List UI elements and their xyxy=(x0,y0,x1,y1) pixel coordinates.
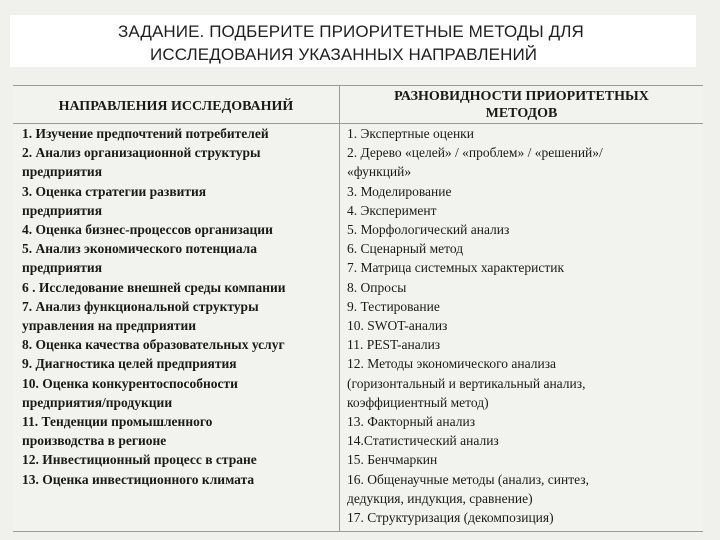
direction-item: 4. Оценка бизнес-процессов организации xyxy=(22,222,273,238)
method-item: 12. Методы экономического анализа xyxy=(347,356,557,372)
methods-table xyxy=(13,85,703,532)
direction-item: 11. Тенденции промышленного xyxy=(22,414,213,430)
direction-item: 3. Оценка стратегии развития xyxy=(22,183,207,199)
method-item: 1. Экспертные оценки xyxy=(347,126,474,141)
method-item: дедукция, индукция, сравнение) xyxy=(347,490,533,506)
method-item: 4. Эксперимент xyxy=(347,202,437,218)
task-title-line-1: ЗАДАНИЕ. ПОДБЕРИТЕ ПРИОРИТЕТНЫЕ МЕТОДЫ ДЛЯ xyxy=(118,22,584,41)
direction-item: предприятия/продукции xyxy=(22,394,173,410)
method-item: 8. Опросы xyxy=(347,279,407,295)
method-item: 14.Статистический анализ xyxy=(347,433,499,449)
direction-item: производства в регионе xyxy=(22,433,167,449)
method-item: 2. Дерево «целей» / «проблем» / «решений»/ xyxy=(347,145,603,161)
direction-item: 7. Анализ функциональной структуры xyxy=(22,298,259,314)
direction-item: 9. Диагностика целей предприятия xyxy=(22,356,237,372)
methods-list xyxy=(347,124,603,527)
method-item: 16. Общенаучные методы (анализ, синтез, xyxy=(347,471,589,487)
method-item: 11. PEST-анализ xyxy=(347,337,441,353)
method-item: 10. SWOT-анализ xyxy=(347,318,448,334)
directions-list xyxy=(22,124,286,489)
direction-item: 6 . Исследование внешней среды компании xyxy=(22,279,286,295)
direction-item: предприятия xyxy=(22,202,103,218)
direction-item: предприятия xyxy=(22,164,103,180)
method-item: 13. Факторный анализ xyxy=(347,414,476,430)
direction-item: управления на предприятии xyxy=(22,318,197,334)
direction-item: 2. Анализ организационной структуры xyxy=(22,145,261,161)
method-item: 9. Тестирование xyxy=(347,298,440,314)
methods-header-line-2: МЕТОДОВ xyxy=(485,106,558,121)
methods-header xyxy=(340,88,703,122)
methods-header-line-1: РАЗНОВИДНОСТИ ПРИОРИТЕТНЫХ xyxy=(394,89,649,104)
method-item: (горизонтальный и вертикальный анализ, xyxy=(347,375,586,391)
column-divider xyxy=(339,86,340,531)
direction-item: 12. Инвестиционный процесс в стране xyxy=(22,452,257,468)
task-title-line-2: ИССЛЕДОВАНИЯ УКАЗАННЫХ НАПРАВЛЕНИЙ xyxy=(150,45,538,64)
direction-item: 13. Оценка инвестиционного климата xyxy=(22,471,255,487)
method-item: 5. Морфологический анализ xyxy=(347,222,510,238)
directions-header: НАПРАВЛЕНИЯ ИССЛЕДОВАНИЙ xyxy=(58,99,294,114)
method-item: 3. Моделирование xyxy=(347,183,452,199)
title-box xyxy=(10,15,696,67)
direction-item: 8. Оценка качества образовательных услуг xyxy=(22,337,285,353)
method-item: 6. Сценарный метод xyxy=(347,241,464,257)
method-item: 7. Матрица системных характеристик xyxy=(347,260,565,276)
method-item: коэффициентный метод) xyxy=(347,394,489,410)
method-item: 17. Структуризация (декомпозиция) xyxy=(347,510,554,526)
direction-item: предприятия xyxy=(22,260,103,276)
direction-item: 5. Анализ экономического потенциала xyxy=(22,241,258,257)
direction-item: 1. Изучение предпочтений потребителей xyxy=(22,126,269,141)
method-item: «функций» xyxy=(347,164,412,180)
method-item: 15. Бенчмаркин xyxy=(347,452,438,468)
direction-item: 10. Оценка конкурентоспособности xyxy=(22,375,238,391)
